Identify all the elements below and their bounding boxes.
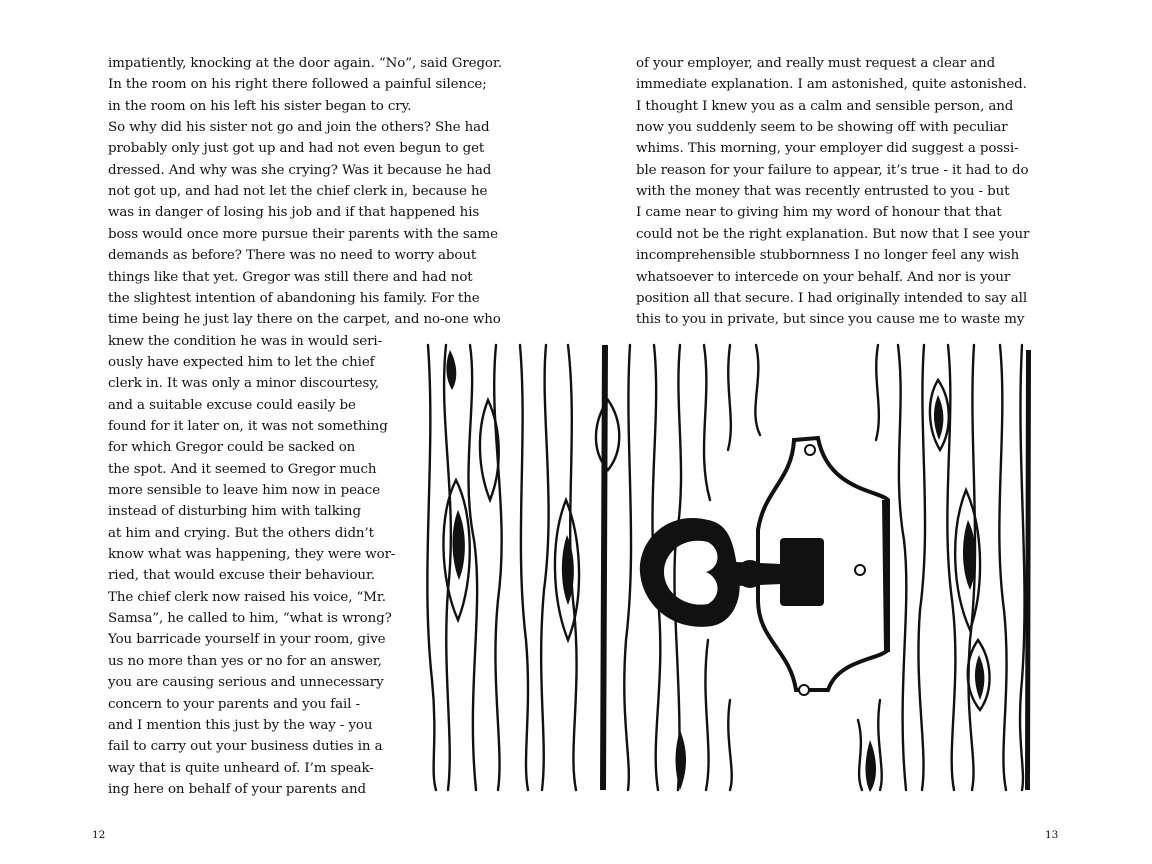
right-page-text-line: whatsoever to intercede on your behalf. And nor is your [636, 269, 1011, 285]
left-page-text-line: more sensible to leave him now in peace [108, 483, 381, 498]
left-page-text-line: us no more than yes or no for an answer, [108, 653, 382, 669]
left-page-text-line: dressed. And why was she crying? Was it because he had [108, 162, 492, 178]
right-page-text-line: ble reason for your failure to appear, it’s true - it had to do [636, 162, 1029, 178]
right-page-text-line: could not be the right explanation. But now that I see your [636, 226, 1030, 242]
door-keyhole-illustration [418, 340, 1038, 795]
left-page-text-line: ried, that would excuse their behaviour. [108, 568, 375, 584]
right-page-text-line: whims. This morning, your employer did suggest a possi- [636, 141, 1019, 157]
left-page-text-line: way that is quite unheard of. I’m speak- [108, 760, 374, 776]
left-page-text-line: The chief clerk now raised his voice, “Mr. [108, 589, 386, 605]
right-page-text-line: I came near to giving him my word of honour that that [636, 205, 1002, 221]
left-page-text-line: knew the condition he was in would seri- [108, 333, 383, 349]
right-page-text-line: incomprehensible stubbornness I no longer feel any wish [636, 248, 1020, 264]
left-page-text-line: instead of disturbing him with talking [108, 504, 361, 520]
right-page-text-line: this to you in private, but since you cause me to waste my [636, 312, 1025, 328]
left-page-text-line: boss would once more pursue their parents with the same [108, 226, 498, 242]
left-page-text-line: demands as before? There was no need to worry about [108, 248, 477, 264]
right-page-text-line: of your employer, and really must request a clear and [636, 56, 996, 71]
left-page-text-line: at him and crying. But the others didn’t [108, 525, 374, 541]
left-page-text-line: found for it later on, it was not something [108, 418, 388, 434]
left-page-text-line: clerk in. It was only a minor discourtesy, [108, 376, 380, 392]
left-page-text-line: Samsa”, he called to him, “what is wrong? [108, 611, 392, 627]
right-page-text-line: with the money that was recently entrusted to you - but [636, 184, 1010, 200]
left-page-text-line: In the room on his right there followed a painful silence; [108, 77, 487, 93]
left-page-text-line: know what was happening, they were wor- [108, 547, 396, 563]
left-page-text-line: was in danger of losing his job and if that happened his [108, 205, 480, 221]
left-page-text-line: ing here on behalf of your parents and [108, 781, 366, 797]
left-page-text-line: impatiently, knocking at the door again. “No”, said Gregor. [108, 56, 502, 71]
left-page-text-line: you are causing serious and unnecessary [108, 675, 384, 691]
left-page-text-line: ously have expected him to let the chief [108, 354, 375, 370]
left-page-text-line: probably only just got up and had not even begun to get [108, 141, 485, 157]
left-page-text-line: for which Gregor could be sacked on [108, 440, 356, 456]
left-page-text-line: the slightest intention of abandoning his family. For the [108, 290, 480, 306]
left-page-text-line: and a suitable excuse could easily be [108, 397, 356, 413]
page-number-right: 13 [1045, 829, 1059, 841]
left-page-text-line: So why did his sister not go and join the others? She had [108, 120, 490, 136]
right-page-text-line: now you suddenly seem to be showing off with peculiar [636, 120, 1008, 136]
right-page-text-line: I thought I knew you as a calm and sensible person, and [636, 98, 1014, 114]
left-page-text-line: things like that yet. Gregor was still there and had not [108, 269, 473, 285]
left-page-text-line: not got up, and had not let the chief clerk in, because he [108, 184, 488, 200]
left-page-text-line: You barricade yourself in your room, give [108, 632, 386, 648]
left-page-text-line: concern to your parents and you fail - [108, 696, 360, 712]
page-number-left: 12 [92, 829, 106, 841]
left-page-text-line: and I mention this just by the way - you [108, 717, 373, 733]
left-page-text-line: in the room on his left his sister began to cry. [108, 98, 412, 114]
left-page-text-line: time being he just lay there on the carpet, and no-one who [108, 312, 501, 328]
left-page-text-line: fail to carry out your business duties in a [108, 739, 383, 755]
right-page-text-line: position all that secure. I had originally intended to say all [636, 290, 1028, 306]
left-page-text-line: the spot. And it seemed to Gregor much [108, 461, 377, 477]
right-page-text-line: immediate explanation. I am astonished, quite astonished. [636, 77, 1027, 93]
keyhole-icon [780, 538, 824, 606]
